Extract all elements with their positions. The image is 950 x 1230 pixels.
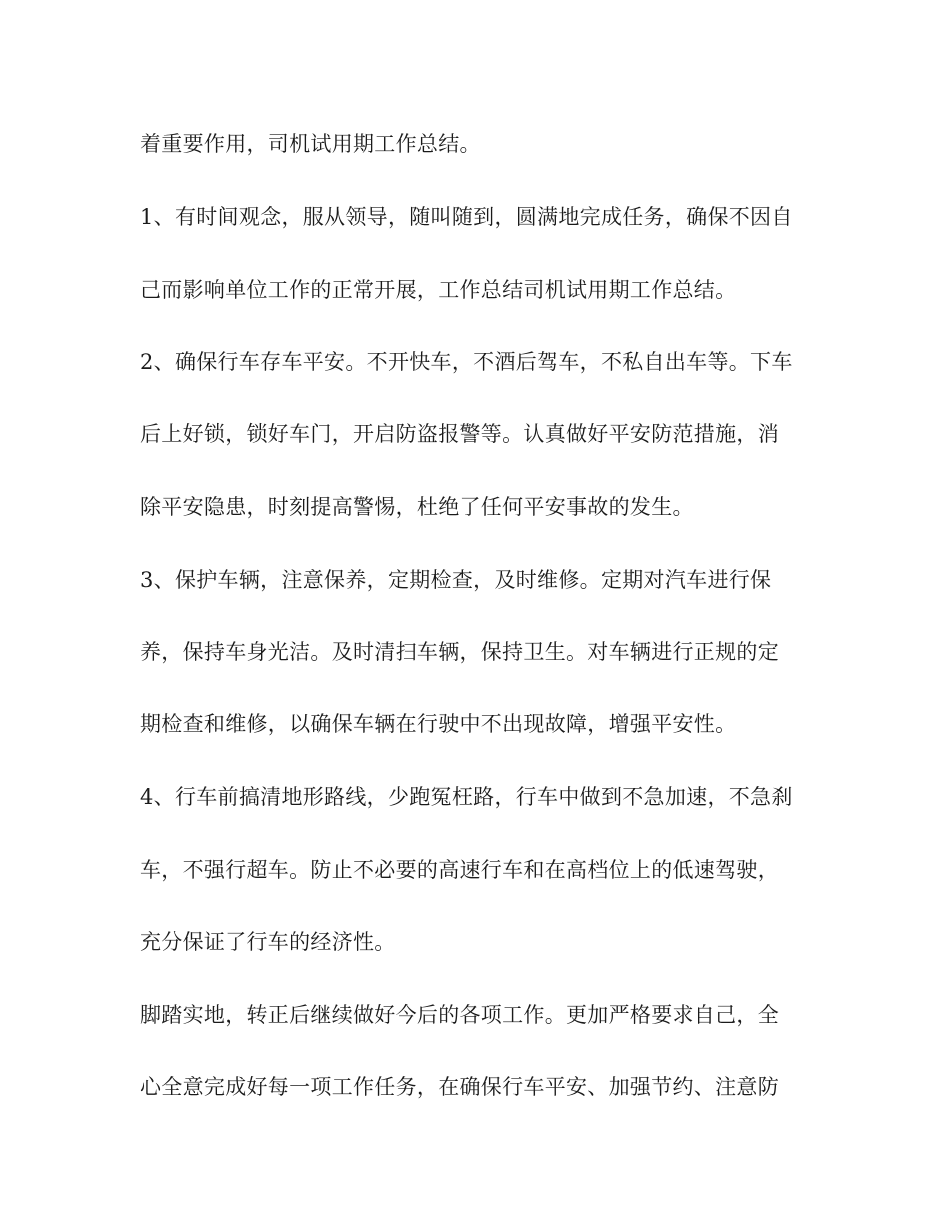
text-line: 3、保护车辆，注意保养，定期检查，及时维修。定期对汽车进行保 <box>140 568 772 592</box>
text-line: 充分保证了行车的经济性。 <box>140 930 396 954</box>
text-line: 4、行车前搞清地形路线，少跑冤枉路，行车中做到不急加速，不急刹 <box>140 785 793 809</box>
text-line: 后上好锁，锁好车门，开启防盗报警等。认真做好平安防范措施，消 <box>140 422 779 446</box>
text-line: 1、有时间观念，服从领导，随叫随到，圆满地完成任务，确保不因自 <box>140 205 793 229</box>
text-line: 期检查和维修，以确保车辆在行驶中不出现故障，增强平安性。 <box>140 712 737 736</box>
text-line: 除平安隐患，时刻提高警惕，杜绝了任何平安事故的发生。 <box>140 495 694 519</box>
text-line: 车，不强行超车。防止不必要的高速行车和在高档位上的低速驾驶， <box>140 858 779 882</box>
text-line: 己而影响单位工作的正常开展，工作总结司机试用期工作总结。 <box>140 278 737 302</box>
text-line: 养，保持车身光洁。及时清扫车辆，保持卫生。对车辆进行正规的定 <box>140 640 779 664</box>
text-line: 着重要作用，司机试用期工作总结。 <box>140 132 481 156</box>
text-line: 心全意完成好每一项工作任务，在确保行车平安、加强节约、注意防 <box>140 1075 779 1099</box>
text-line: 2、确保行车存车平安。不开快车，不酒后驾车，不私自出车等。下车 <box>140 350 793 374</box>
text-line: 脚踏实地，转正后继续做好今后的各项工作。更加严格要求自己，全 <box>140 1003 779 1027</box>
